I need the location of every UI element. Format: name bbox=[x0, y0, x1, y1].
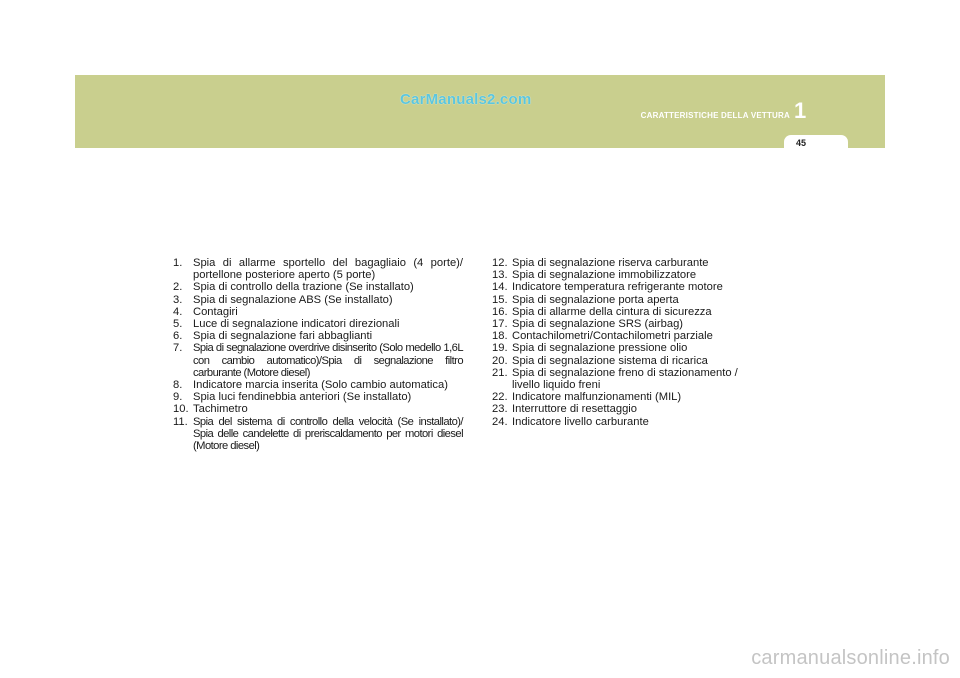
item-number: 20. bbox=[492, 354, 508, 367]
item-number: 19. bbox=[492, 342, 508, 355]
item-text: Spia del sistema di controllo della velocità (Se installato)/ Spia delle candelette di preriscaldamento per motori diesel (Motore diesel) bbox=[193, 415, 463, 453]
list-item bbox=[492, 318, 757, 330]
item-text: Spia di segnalazione sistema di ricarica bbox=[512, 354, 708, 367]
item-number: 22. bbox=[492, 391, 508, 404]
item-number: 14. bbox=[492, 281, 508, 294]
site-link[interactable]: CarManuals2.com bbox=[400, 91, 532, 108]
item-number: 1. bbox=[173, 257, 183, 269]
list-item bbox=[173, 281, 463, 293]
list-item bbox=[173, 391, 463, 403]
page-number: 45 bbox=[795, 138, 806, 148]
list-item bbox=[173, 330, 463, 342]
item-text: Interruttore di resettaggio bbox=[512, 403, 637, 416]
list-item bbox=[492, 294, 757, 306]
item-text: Spia di allarme della cintura di sicurezza bbox=[512, 305, 712, 318]
item-number: 16. bbox=[492, 305, 508, 318]
list-item bbox=[173, 342, 463, 379]
item-number: 5. bbox=[173, 318, 183, 331]
list-item bbox=[492, 367, 757, 391]
list-item bbox=[173, 318, 463, 330]
item-text: Luce di segnalazione indicatori direzionali bbox=[193, 318, 400, 331]
item-text: Spia di allarme sportello del bagagliaio (4 porte)/ portellone posteriore aperto (5 porte) bbox=[193, 257, 463, 282]
item-text: Tachimetro bbox=[193, 403, 248, 416]
item-number: 21. bbox=[492, 366, 508, 379]
chapter-number: 1 bbox=[794, 98, 807, 123]
list-item bbox=[492, 281, 757, 293]
item-text: Indicatore malfunzionamenti (MIL) bbox=[512, 391, 682, 404]
item-text: Indicatore marcia inserita (Solo cambio automatica) bbox=[193, 379, 448, 392]
item-number: 18. bbox=[492, 330, 508, 343]
item-text: Spia di segnalazione ABS (Se installato) bbox=[193, 293, 393, 306]
item-number: 10. bbox=[173, 403, 189, 416]
item-number: 4. bbox=[173, 305, 183, 318]
indicator-list-right bbox=[492, 257, 757, 428]
list-item bbox=[492, 416, 757, 428]
item-number: 11. bbox=[173, 415, 188, 428]
list-item bbox=[492, 342, 757, 354]
watermark-text: carmanualsonline.info bbox=[751, 647, 950, 669]
list-item bbox=[492, 257, 757, 269]
item-number: 15. bbox=[492, 293, 508, 306]
item-text: Spia luci fendinebbia anteriori (Se installato) bbox=[193, 391, 412, 404]
list-item bbox=[173, 403, 463, 415]
item-number: 8. bbox=[173, 379, 183, 392]
item-text: Contachilometri/Contachilometri parziale bbox=[512, 330, 713, 343]
item-text: Indicatore livello carburante bbox=[512, 415, 649, 428]
indicator-list-left bbox=[173, 257, 463, 452]
list-item bbox=[492, 403, 757, 415]
item-text: Spia di segnalazione overdrive disinserito (Solo medello 1,6L con cambio automatico)/Spia di segnalazione filtro carburante (Motore diesel) bbox=[193, 342, 463, 379]
item-text: Spia di segnalazione pressione olio bbox=[512, 342, 688, 355]
item-number: 23. bbox=[492, 403, 508, 416]
item-number: 6. bbox=[173, 330, 183, 343]
list-item bbox=[492, 269, 757, 281]
item-text: Spia di segnalazione freno di stazionamento / livello liquido freni bbox=[512, 366, 738, 392]
list-item bbox=[173, 416, 463, 453]
list-item bbox=[173, 294, 463, 306]
list-item bbox=[173, 379, 463, 391]
item-text: Spia di segnalazione porta aperta bbox=[512, 293, 679, 306]
item-number: 9. bbox=[173, 391, 183, 404]
list-item bbox=[492, 355, 757, 367]
item-text: Contagiri bbox=[193, 305, 238, 318]
list-item bbox=[492, 391, 757, 403]
item-text: Spia di segnalazione fari abbaglianti bbox=[193, 330, 373, 343]
item-text: Spia di segnalazione riserva carburante bbox=[512, 257, 709, 269]
list-item bbox=[492, 330, 757, 342]
item-number: 7. bbox=[173, 342, 183, 355]
list-item bbox=[173, 257, 463, 281]
item-text: Spia di controllo della trazione (Se installato) bbox=[193, 281, 414, 294]
item-text: Indicatore temperatura refrigerante motore bbox=[512, 281, 723, 294]
item-number: 2. bbox=[173, 281, 183, 294]
item-number: 17. bbox=[492, 318, 508, 331]
item-text: Spia di segnalazione SRS (airbag) bbox=[512, 318, 684, 331]
section-title: CARATTERISTICHE DELLA VETTURA bbox=[640, 111, 790, 120]
item-number: 24. bbox=[492, 415, 508, 428]
item-number: 3. bbox=[173, 293, 183, 306]
list-item bbox=[492, 306, 757, 318]
item-number: 12. bbox=[492, 257, 508, 269]
item-text: Spia di segnalazione immobilizzatore bbox=[512, 269, 697, 282]
item-number: 13. bbox=[492, 269, 508, 282]
list-item bbox=[173, 306, 463, 318]
